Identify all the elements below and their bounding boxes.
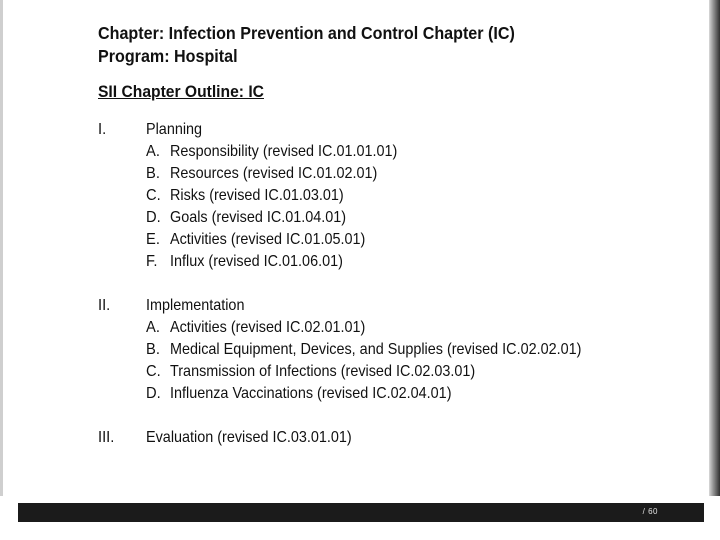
item-text: Activities (revised IC.02.01.01) bbox=[170, 319, 366, 336]
chapter-title: Chapter: Infection Prevention and Control Chapter (IC) bbox=[98, 23, 515, 43]
item-letter: C. bbox=[146, 187, 161, 204]
item-text: Transmission of Infections (revised IC.02.03.01) bbox=[170, 363, 476, 380]
outline-item bbox=[98, 141, 688, 163]
document-content bbox=[98, 22, 688, 449]
outline-item bbox=[98, 185, 688, 207]
outline-item bbox=[98, 207, 688, 229]
section-title: Implementation bbox=[146, 297, 245, 314]
outline-section-planning bbox=[98, 119, 688, 273]
item-letter: B. bbox=[146, 165, 160, 182]
item-text: Risks (revised IC.01.03.01) bbox=[170, 187, 344, 204]
section-numeral: II. bbox=[98, 297, 111, 314]
section-heading bbox=[98, 427, 688, 449]
outline-item bbox=[98, 339, 688, 361]
section-title: Planning bbox=[146, 121, 203, 138]
item-letter: A. bbox=[146, 319, 160, 336]
page-right-edge-shadow bbox=[709, 0, 720, 496]
outline-item bbox=[98, 317, 688, 339]
page-number: / 60 bbox=[642, 507, 658, 516]
footer-bar bbox=[18, 503, 704, 522]
outline-section-evaluation bbox=[98, 427, 688, 449]
outline-item bbox=[98, 229, 688, 251]
item-letter: D. bbox=[146, 385, 161, 402]
item-text: Influenza Vaccinations (revised IC.02.04.01) bbox=[170, 385, 452, 402]
outline-item bbox=[98, 361, 688, 383]
program-title: Program: Hospital bbox=[98, 46, 238, 66]
item-letter: A. bbox=[146, 143, 160, 160]
outline-item bbox=[98, 251, 688, 273]
outline-item bbox=[98, 383, 688, 405]
item-text: Goals (revised IC.01.04.01) bbox=[170, 209, 347, 226]
item-text: Influx (revised IC.01.06.01) bbox=[170, 253, 343, 270]
item-letter: F. bbox=[146, 253, 158, 270]
page-left-edge bbox=[0, 0, 3, 496]
item-letter: B. bbox=[146, 341, 160, 358]
item-letter: D. bbox=[146, 209, 161, 226]
section-heading bbox=[98, 119, 688, 141]
item-text: Resources (revised IC.01.02.01) bbox=[170, 165, 378, 182]
section-numeral: I. bbox=[98, 121, 107, 138]
item-letter: C. bbox=[146, 363, 161, 380]
section-heading bbox=[98, 295, 688, 317]
item-text: Medical Equipment, Devices, and Supplies (revised IC.02.02.01) bbox=[170, 341, 582, 358]
item-text: Activities (revised IC.01.05.01) bbox=[170, 231, 366, 248]
section-numeral: III. bbox=[98, 429, 115, 446]
outline-heading: SII Chapter Outline: IC bbox=[98, 82, 264, 101]
section-title: Evaluation (revised IC.03.01.01) bbox=[146, 429, 352, 446]
item-text: Responsibility (revised IC.01.01.01) bbox=[170, 143, 398, 160]
outline-section-implementation bbox=[98, 295, 688, 405]
item-letter: E. bbox=[146, 231, 160, 248]
outline-item bbox=[98, 163, 688, 185]
